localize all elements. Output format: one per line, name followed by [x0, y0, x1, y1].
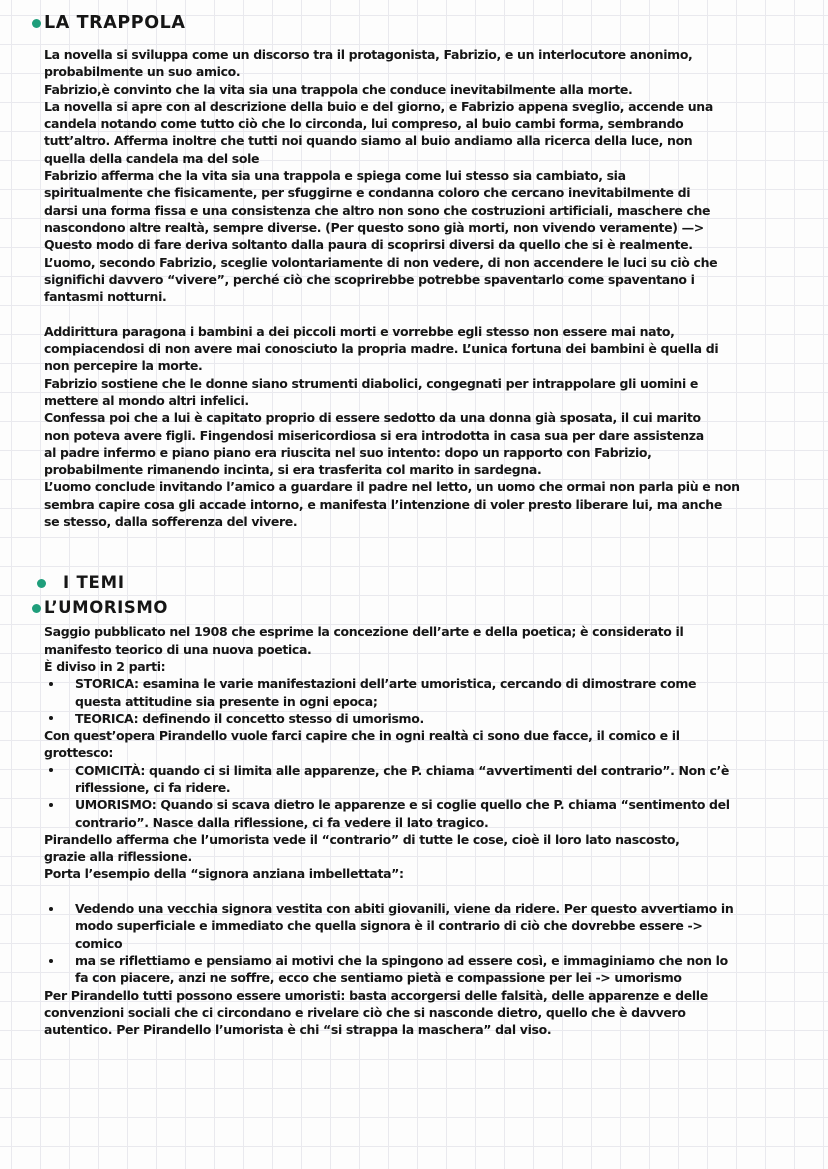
text-line: fa con piacere, anzi ne soffre, ecco che sentiamo pietà e compassione per lei -> umorismo [75, 970, 682, 986]
text-line: La novella si sviluppa come un discorso tra il protagonista, Fabrizio, e un interlocutore anonimo, [44, 47, 693, 62]
text-line: riflessione, ci fa ridere. [75, 779, 231, 795]
section-heading [32, 598, 814, 618]
text-line: Per Pirandello tutti possono essere umoristi: basta accorgersi delle falsità, delle apparenze e delle [44, 987, 708, 1003]
text-line: questa attitudine sia presente in ogni epoca; [75, 693, 378, 709]
text-line: sembra capire cosa gli accade intorno, e manifesta l’intenzione di voler presto liberare lui, ma anche [44, 496, 722, 512]
list-bullet-icon [49, 716, 53, 720]
text-line: contrario”. Nasce dalla riflessione, ci fa vedere il lato tragico. [75, 814, 489, 830]
bullet-line [44, 675, 814, 692]
bullet-text: COMICITÀ: quando ci si limita alle apparenze, che P. chiama “avvertimenti del contrario”. Non c’è [75, 762, 730, 778]
blank-line [44, 883, 814, 900]
section-body [32, 623, 814, 1038]
text-line: darsi una forma fissa e una consistenza che altro non sono che costruzioni artificiali, maschere che [44, 202, 711, 218]
text-line: Con quest’opera Pirandello vuole farci capire che in ogni realtà ci sono due facce, il comico e il [44, 728, 680, 744]
text-line: significhi davvero “vivere”, perché ciò che scoprirebbe potrebbe spaventarlo come spaventano i [44, 271, 695, 287]
text-line: non percepire la morte. [44, 358, 203, 374]
bullet-text: Vedendo una vecchia signora vestita con abiti giovanili, viene da ridere. Per questo avvertiamo in [75, 901, 734, 917]
text-line: modo superficiale e immediato che quella signora è il contrario di ciò che dovrebbe essere -> [75, 918, 703, 934]
text-line: fantasmi notturni. [44, 289, 167, 305]
section-i-temi [32, 573, 814, 593]
text-line: grazie alla riflessione. [44, 849, 192, 865]
section-heading [32, 573, 814, 593]
bullet-line [44, 900, 814, 917]
section-l-umorismo [32, 598, 814, 1038]
text-line: La novella si apre con al descrizione della buio e del giorno, e Fabrizio appena sveglio, accende una [44, 98, 713, 114]
bullet-line [44, 710, 814, 727]
text-line: quella della candela ma del sole [44, 150, 260, 166]
section-heading [32, 12, 814, 34]
text-line: L’uomo, secondo Fabrizio, sceglie volontariamente di non vedere, di non accendere le luci su ciò che [44, 254, 718, 270]
text-line: al padre infermo e piano piano era riuscita nel suo intento: dopo un rapporto con Fabrizio, [44, 444, 652, 460]
text-line: candela notando come tutto ciò che lo circonda, lui compreso, al buio cambi forma, sembrando [44, 116, 684, 132]
bullet-line [44, 952, 814, 969]
list-bullet-icon [49, 907, 53, 911]
text-line: Fabrizio afferma che la vita sia una trappola e spiega come lui stesso sia cambiato, sia [44, 168, 626, 184]
text-line: probabilmente un suo amico. [44, 64, 241, 80]
blank-line [44, 305, 814, 322]
text-line: nascondono altre realtà, sempre diverse. (Per questo sono già morti, non vivendo veramente) —> [44, 219, 704, 235]
text-line: manifesto teorico di una nuova poetica. [44, 641, 312, 657]
list-bullet-icon [49, 768, 53, 772]
text-line: È diviso in 2 parti: [44, 658, 166, 674]
section-title: L’UMORISMO [44, 598, 169, 618]
text-line: Saggio pubblicato nel 1908 che esprime la concezione dell’arte e della poetica; è considerato il [44, 624, 684, 640]
text-line: grottesco: [44, 745, 114, 761]
list-bullet-icon [49, 803, 53, 807]
bullet-text: UMORISMO: Quando si scava dietro le apparenze e si coglie quello che P. chiama “sentimento del [75, 797, 730, 813]
text-line: autentico. Per Pirandello l’umorista è chi “si strappa la maschera” dal viso. [44, 1022, 552, 1038]
heading-bullet-icon [37, 579, 46, 588]
section-title: LA TRAPPOLA [44, 13, 186, 33]
text-line: non poteva avere figli. Fingendosi misericordiosa si era introdotta in casa sua per dare assistenza [44, 427, 704, 443]
list-bullet-icon [49, 682, 53, 686]
heading-bullet-icon [32, 19, 41, 28]
text-line: tutt’altro. Afferma inoltre che tutti noi quando siamo al buio andiamo alla ricerca della luce, non [44, 133, 693, 149]
bullet-line [44, 762, 814, 779]
section-body [32, 46, 814, 530]
bullet-line [44, 796, 814, 813]
text-line: Fabrizio sostiene che le donne siano strumenti diabolici, congegnati per intrappolare gli uomini e [44, 375, 699, 391]
text-line: Porta l’esempio della “signora anziana imbellettata”: [44, 866, 404, 882]
text-line: se stesso, dalla sofferenza del vivere. [44, 514, 298, 530]
bullet-text: ma se riflettiamo e pensiamo ai motivi che la spingono ad essere così, e immaginiamo che non lo [75, 952, 728, 968]
text-line: Confessa poi che a lui è capitato proprio di essere sedotto da una donna già sposata, il cui marito [44, 410, 701, 426]
text-line: convenzioni sociali che ci circondano e rivelare ciò che si nasconde dietro, quello che è davvero [44, 1004, 686, 1020]
heading-bullet-icon [32, 604, 41, 613]
text-line: probabilmente rimanendo incinta, si era trasferita col marito in sardegna. [44, 462, 542, 478]
text-line: Fabrizio,è convinto che la vita sia una trappola che conduce inevitabilmente alla morte. [44, 81, 633, 97]
section-la-trappola [32, 12, 814, 530]
bullet-text: TEORICA: definendo il concetto stesso di umorismo. [75, 710, 424, 726]
text-line: Questo modo di fare deriva soltanto dalla paura di scoprirsi diversi da quello che si è realmente. [44, 237, 693, 253]
text-line: spiritualmente che fisicamente, per sfuggirne e condanna coloro che cercano inevitabilmente di [44, 185, 691, 201]
text-line: mettere al mondo altri infelici. [44, 392, 249, 408]
text-line: Addirittura paragona i bambini a dei piccoli morti e vorrebbe egli stesso non essere mai nato, [44, 323, 675, 339]
text-line: Pirandello afferma che l’umorista vede il “contrario” di tutte le cose, cioè il loro lato nascosto, [44, 831, 680, 847]
list-bullet-icon [49, 959, 53, 963]
bullet-text: STORICA: esamina le varie manifestazioni dell’arte umoristica, cercando di dimostrare come [75, 676, 697, 692]
text-line: compiacendosi di non avere mai conosciuto la propria madre. L’unica fortuna dei bambini è quella di [44, 341, 719, 357]
text-line: L’uomo conclude invitando l’amico a guardare il padre nel letto, un uomo che ormai non parla più e non [44, 479, 740, 495]
section-title: I TEMI [63, 573, 125, 593]
text-line: comico [75, 935, 123, 951]
